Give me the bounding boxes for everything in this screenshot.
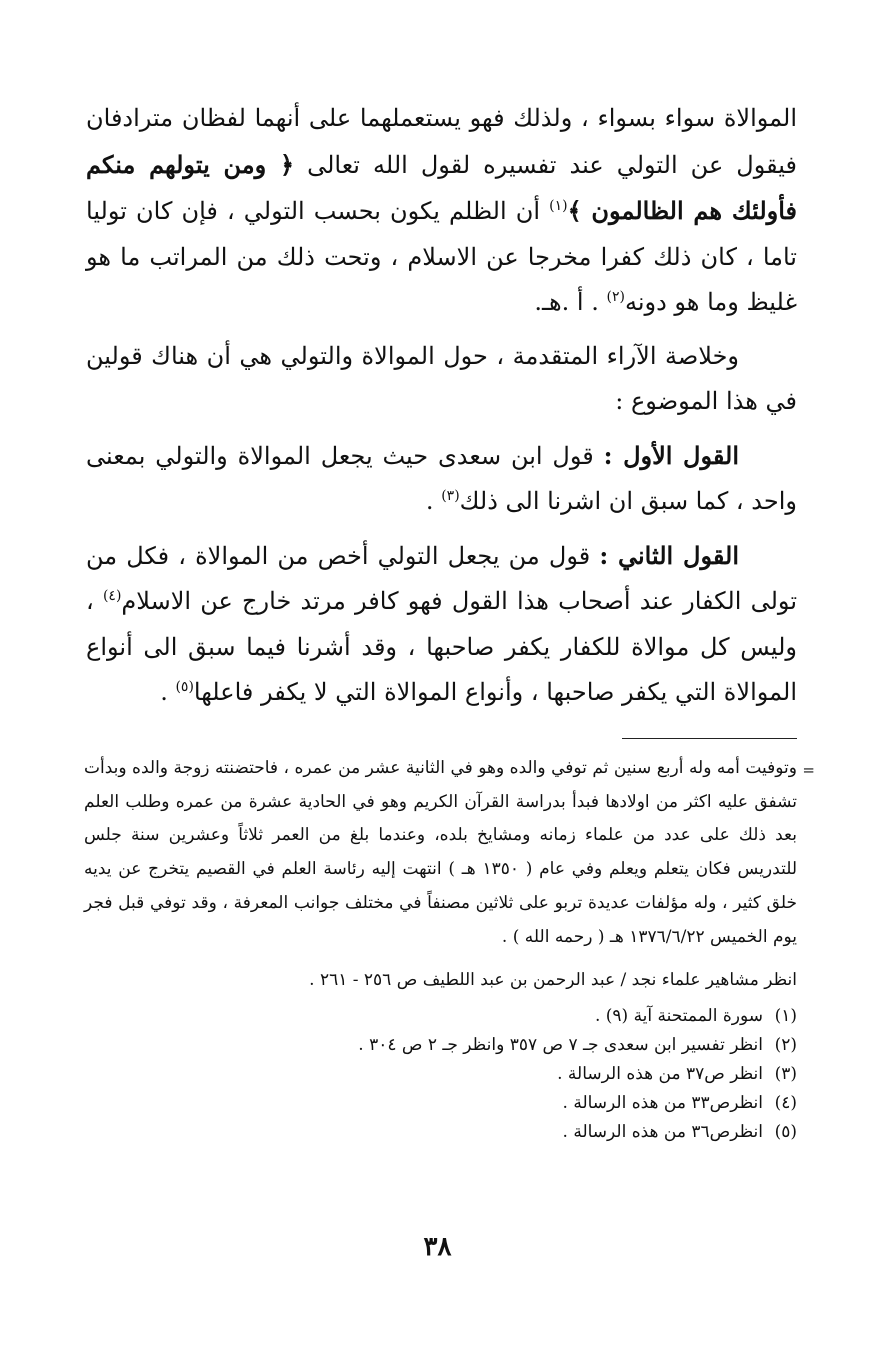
footnote-item (84, 1060, 797, 1089)
footnote-item (84, 1118, 797, 1147)
footnote-item (84, 1002, 797, 1031)
footnote-ref-1: (١) (549, 198, 568, 214)
footnote-text: انظر تفسير ابن سعدى جـ ٧ ص ٣٥٧ وانظر جـ ٢ ص ٣٠٤ . (358, 1035, 763, 1056)
paragraph-3-text-b: . (425, 487, 442, 515)
paragraph-4-text-c: . (160, 678, 176, 706)
paragraph-2 (86, 334, 797, 425)
footnote-text: انظرص٣٦ من هذه الرسالة . (562, 1122, 763, 1143)
footnote-number: (٥) (774, 1122, 797, 1143)
footnote-text: انظرص٣٣ من هذه الرسالة . (562, 1093, 763, 1114)
footnote-text: انظر ص٣٧ من هذه الرسالة . (557, 1064, 763, 1085)
paragraph-1-text-c: . أ .هـ. (534, 288, 607, 316)
footnote-text: سورة الممتحنة آية (٩) . (594, 1006, 763, 1027)
footnote-number: (٤) (774, 1093, 797, 1114)
footnote-ref-2: (٢) (606, 289, 625, 305)
footnote-number: (٣) (774, 1064, 797, 1085)
footnote-ref-4: (٤) (102, 588, 122, 604)
footnote-number: (١) (774, 1006, 797, 1027)
first-opinion-heading: القول الأول : (603, 440, 739, 470)
second-opinion-heading: القول الثاني : (599, 540, 740, 570)
paragraph-1 (86, 96, 797, 326)
paragraph-1-text-a: الموالاة سواء بسواء ، ولذلك فهو يستعملهما على أنهما لفظان مترادفان فيقول عن التولي عند تفسيره لقول الله تعالى (86, 104, 797, 179)
paragraph-3 (86, 433, 797, 525)
paragraph-4-text-b: ، وليس كل موالاة للكفار يكفر صاحبها ، وقد أشرنا فيما سبق الى أنواع الموالاة التي يكفر صاحبها ، وأنواع الموالاة التي لا يكفر فاعلها (86, 587, 797, 706)
paragraph-4-text-a: قول من يجعل التولي أخص من الموالاة ، فكل من تولى الكفار عند أصحاب هذا القول فهو كافر مرتد خارج عن الاسلام (86, 541, 797, 615)
footnote-item (84, 1031, 797, 1060)
quran-verse: ﴿ ومن يتولهم منكم فأولئك هم الظالمون ﴾ (86, 149, 798, 225)
biography-text: وتوفيت أمه وله أربع سنين ثم توفي والده وهو في الثانية عشر من عمره ، فاحتضنته زوجة والده وبدأت تشفق عليه اكثر من اولادها فبدأ بدراسة القرآن الكريم وهو في الحادية عشرة من عمره وطلب العلم بعد ذلك على عدد من علماء زمانه ومشايخ بلده، وعندما بلغ من العمر ثلاثاً وعشرين سنة جلس للتدريس فكان يتعلم ويعلم وفي عام ( ١٣٥٠ هـ ) انتهت إليه رئاسة العلم في القصيم يتخرج عن يديه خلق كثير ، وله مؤلفات عديدة تربو على ثلاثين مصنفاً في مختلف جوانب المعرفة ، وقد توفي قبل فجر يوم الخميس ١٣٧٦/٦/٢٢ هـ ( رحمه الله ) . (84, 758, 798, 947)
footnote-list (84, 1002, 797, 1147)
footnote-number: (٢) (774, 1035, 797, 1056)
footnotes-block (84, 752, 815, 1147)
biography-source: انظر مشاهير علماء نجد / عبد الرحمن بن عبد اللطيف ص ٢٥٦ - ٢٦١ . (309, 970, 797, 991)
page-number: ٣٨ (423, 1232, 452, 1262)
paragraph-3-text-a: قول ابن سعدى حيث يجعل الموالاة والتولي بمعنى واحد ، كما سبق ان اشرنا الى ذلك (86, 441, 797, 515)
paragraph-1-text-b: أن الظلم يكون بحسب التولي ، فإن كان توليا تاما ، كان ذلك كفرا مخرجا عن الاسلام ، وتحت ذلك من المراتب ما هو غليظ وما هو دونه (86, 197, 797, 316)
biography-footnote (84, 752, 815, 954)
footnote-separator (622, 738, 797, 739)
paragraph-2-text: وخلاصة الآراء المتقدمة ، حول الموالاة والتولي هي أن هناك قولين في هذا الموضوع : (86, 341, 797, 415)
footnote-item (84, 1089, 797, 1118)
continuation-marker: = (802, 761, 815, 779)
paragraph-4 (86, 533, 797, 716)
main-text-block (86, 96, 797, 724)
footnote-ref-5: (٥) (175, 679, 194, 695)
footnote-ref-3: (٣) (441, 488, 460, 504)
